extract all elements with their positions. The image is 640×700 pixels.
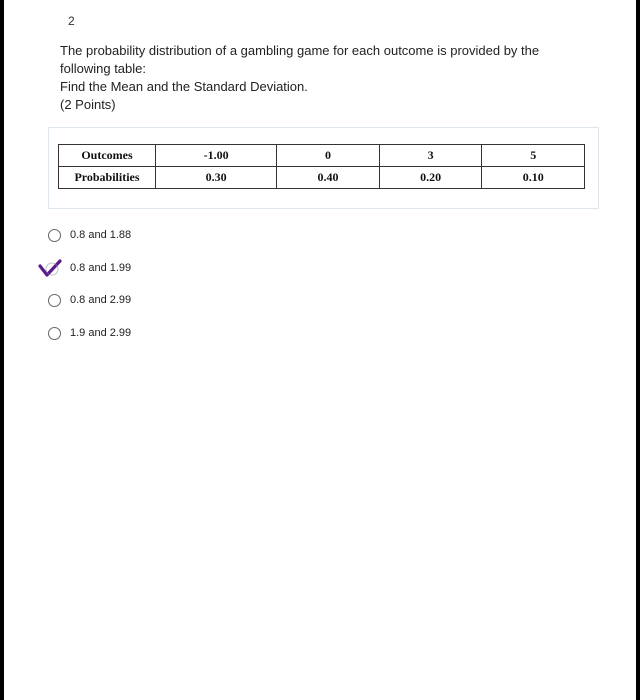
option-1[interactable]	[44, 226, 204, 244]
option-label: 0.8 and 1.88	[70, 229, 132, 241]
table-row-outcomes	[59, 145, 585, 167]
table-cell: -1.00	[156, 145, 277, 167]
question-line-2: Find the Mean and the Standard Deviation.	[60, 79, 308, 94]
table-cell: 5	[482, 145, 585, 167]
form-page	[4, 0, 636, 700]
table-cell: 0	[277, 145, 380, 167]
radio-button[interactable]	[48, 327, 61, 340]
question-number: 2	[68, 14, 75, 28]
table-cell: 3	[379, 145, 482, 167]
table-cell: Outcomes	[59, 145, 156, 167]
radio-button[interactable]	[48, 294, 61, 307]
table-row-probabilities	[59, 167, 585, 189]
question-line-1: The probability distribution of a gambling game for each outcome is provided by the following table:	[60, 43, 540, 76]
question-points: (2 Points)	[60, 97, 116, 112]
question-text	[60, 42, 580, 114]
table-cell: 0.20	[379, 167, 482, 189]
table-cell: 0.30	[156, 167, 277, 189]
table-cell: 0.40	[277, 167, 380, 189]
option-label: 0.8 and 1.99	[70, 262, 132, 274]
option-4[interactable]	[44, 324, 204, 342]
option-label: 0.8 and 2.99	[70, 294, 132, 306]
option-3[interactable]	[44, 291, 204, 309]
option-label: 1.9 and 2.99	[70, 327, 132, 339]
checkmark-icon[interactable]	[38, 259, 62, 277]
table-image	[48, 127, 599, 209]
table-cell: Probabilities	[59, 167, 156, 189]
radio-button[interactable]	[48, 229, 61, 242]
table-cell: 0.10	[482, 167, 585, 189]
option-2-selected[interactable]	[44, 259, 204, 277]
distribution-table	[58, 144, 585, 189]
